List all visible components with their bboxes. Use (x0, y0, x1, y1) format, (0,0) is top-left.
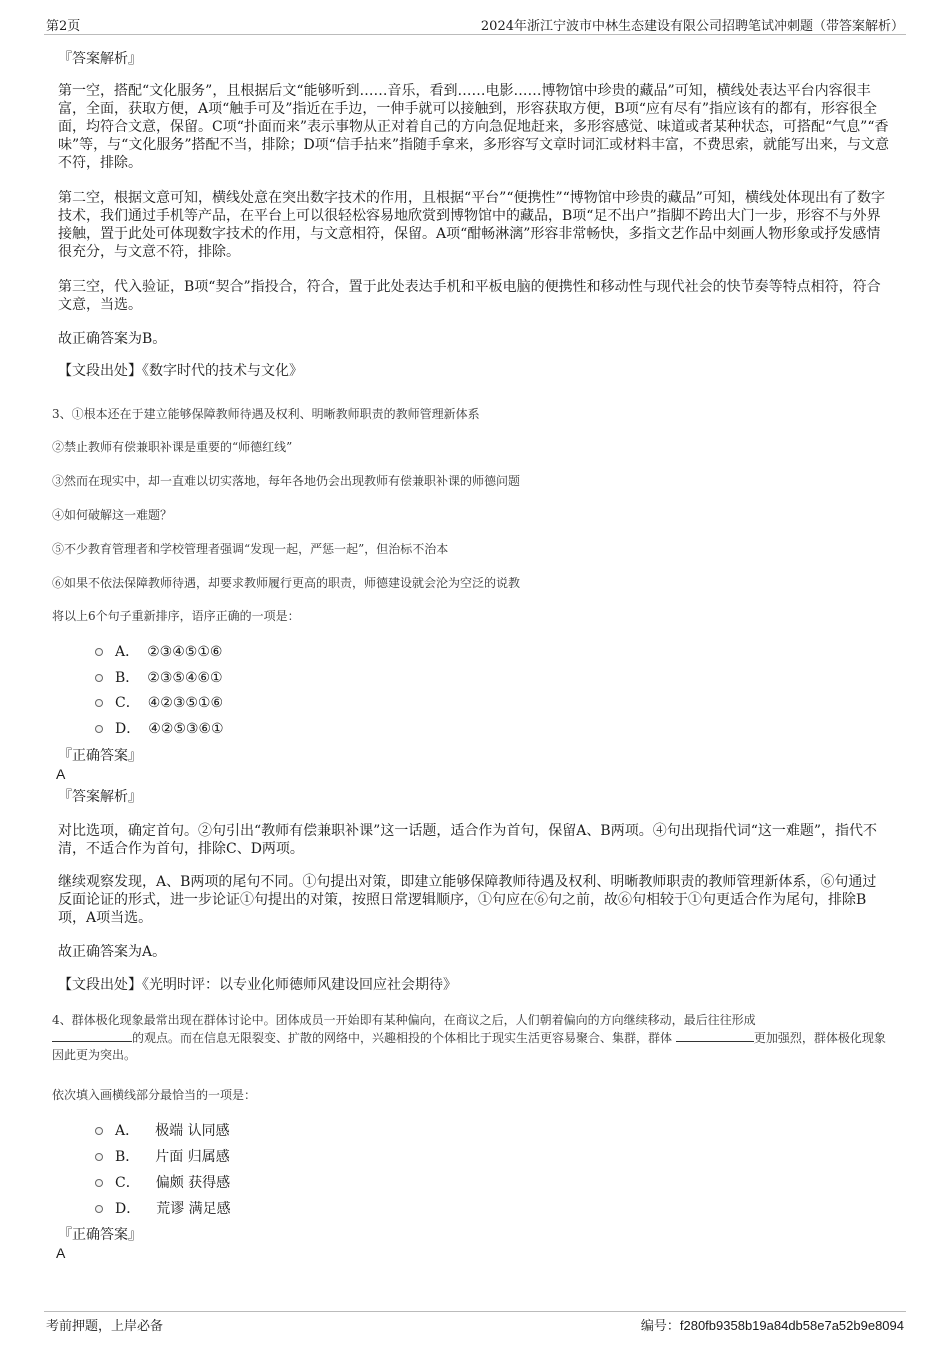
analysis-paragraph: 第三空，代入验证，B项“契合”指投合，符合，置于此处表达手机和平板电脑的便携性和移动性与现代社会的快节奏等特点相符，符合文意，当选。 (58, 279, 881, 313)
page-footer (44, 1311, 906, 1336)
analysis-label: 『答案解析』 (58, 789, 142, 805)
option-text: ②③④⑤①⑥ (147, 644, 223, 660)
option-c[interactable] (95, 694, 223, 712)
option-text: 荒谬 满足感 (156, 1201, 231, 1217)
radio-icon[interactable] (95, 648, 103, 656)
option-d[interactable] (95, 720, 224, 738)
option-text: ④②③⑤①⑥ (147, 695, 224, 711)
option-letter: A． (115, 1123, 140, 1139)
correct-answer-value: A (56, 766, 66, 782)
correct-answer-text: 故正确答案为A。 (58, 944, 167, 960)
radio-icon[interactable] (95, 674, 103, 682)
option-text: ④②⑤③⑥① (148, 721, 224, 737)
page-number: 第2页 (46, 19, 81, 34)
stem-part: 4、群体极化现象最常出现在群体讨论中。团体成员一开始即有某种偏向，在商议之后，人们朝着偏向的方向继续移动，最后往往形成 (52, 1013, 756, 1027)
document-title: 2024年浙江宁波市中林生态建设有限公司招聘笔试冲刺题（带答案解析） (480, 19, 904, 34)
sentence-6: ⑥如果不依法保障教师待遇，却要求教师履行更高的职责，师德建设就会沦为空泛的说教 (52, 576, 521, 590)
option-a[interactable] (95, 643, 222, 661)
document-code (641, 1315, 904, 1334)
option-letter: B． (115, 1149, 140, 1165)
option-text: 极端 认同感 (155, 1123, 230, 1139)
option-d[interactable] (95, 1200, 231, 1218)
option-a[interactable] (95, 1122, 230, 1140)
analysis-paragraph: 第一空，搭配“文化服务”，且根据后文“能够听到……音乐，看到……电影……博物馆中珍贵的藏品”可知，横线处表达平台内容很丰富，全面，获取方便，A项“触手可及”指近在手边，一伸手就可以接触到，形容获取方便，B项“应有尽有”指应该有的都有，形容很全面，均符合文意，保留。C项“扑面而来”表示事物从正对着自己的方向急促地赶来，多形容感觉、味道或者某种状态，可搭配“气息”“香味”等，与“文化服务”搭配不当，排除；D项“信手拈来”指随手拿来，多形容写文章时词汇或材料丰富，不费思索，就能写出来，与文意不符，排除。 (58, 83, 890, 171)
fill-blank-2 (676, 1029, 754, 1042)
option-text: 偏颇 获得感 (155, 1175, 231, 1191)
radio-icon[interactable] (95, 1205, 103, 1213)
sentence-1: 3、①根本还在于建立能够保障教师待遇及权利、明晰教师职责的教师管理新体系 (52, 407, 480, 421)
footer-slogan: 考前押题，上岸必备 (46, 1319, 164, 1334)
analysis-paragraph: 继续观察发现，A、B两项的尾句不同。①句提出对策，即建立能够保障教师待遇及权利、明晰教师职责的教师管理新体系，⑥句通过反面论证的形式，进一步论证①句提出的对策，按照日常逻辑顺序，①句应在⑥句之前，故⑥句相较于①句更适合作为尾句，排除B项，A项当选。 (58, 874, 877, 926)
fill-blank-1 (52, 1029, 132, 1042)
code-label: 编号： (640, 1319, 680, 1334)
analysis-paragraph: 第二空，根据文意可知，横线处意在突出数字技术的作用，且根据“平台”“便携性”“博物馆中珍贵的藏品”可知，横线处体现出有了数字技术，我们通过手机等产品，在平台上可以很轻松容易地欣赏到博物馆中的藏品，B项“足不出户”指脚不跨出大门一步，形容不与外界接触，置于此处可体现数字技术的作用，与文意相符，保留。A项“酣畅淋漓”形容非常畅快，多指文艺作品中刻画人物形象或抒发感情很充分，与文意不符，排除。 (58, 190, 885, 260)
correct-answer-text: 故正确答案为B。 (58, 331, 167, 347)
correct-answer-label: 『正确答案』 (58, 748, 142, 764)
radio-icon[interactable] (95, 1153, 103, 1161)
option-letter: D． (115, 1201, 141, 1217)
stem-part: 更加强烈，群体极化现象因此更为突出。 (52, 1031, 886, 1062)
sentence-5: ⑤不少教育管理者和学校管理者强调“发现一起，严惩一起”，但治标不治本 (52, 542, 449, 556)
radio-icon[interactable] (95, 1179, 103, 1187)
option-b[interactable] (95, 669, 223, 687)
question-stem (52, 1012, 892, 1064)
page-header (44, 14, 906, 35)
analysis-label: 『答案解析』 (58, 51, 142, 67)
radio-icon[interactable] (95, 725, 103, 733)
sentence-4: ④如何破解这一难题？ (52, 508, 173, 522)
stem-part: 的观点。而在信息无限裂变、扩散的网络中，兴趣相投的个体相比于现实生活更容易聚合、集群，群体 (132, 1031, 673, 1045)
radio-icon[interactable] (95, 1127, 103, 1135)
option-letter: C． (115, 695, 140, 711)
correct-answer-value: A (56, 1245, 66, 1261)
analysis-paragraph: 对比选项，确定首句。②句引出“教师有偿兼职补课”这一话题，适合作为首句，保留A、B两项。④句出现指代词“这一难题”，指代不清，不适合作为首句，排除C、D两项。 (58, 823, 878, 857)
option-text: ②③⑤④⑥① (147, 670, 223, 686)
source-citation: 【文段出处】《光明时评：以专业化师德师风建设回应社会期待》 (58, 977, 457, 993)
option-letter: B． (115, 670, 140, 686)
option-text: 片面 归属感 (155, 1149, 230, 1165)
option-letter: D． (115, 721, 141, 737)
sentence-2: ②禁止教师有偿兼职补课是重要的“师德红线” (52, 440, 293, 454)
question-prompt: 依次填入画横线部分最恰当的一项是： (52, 1088, 257, 1102)
code-value: f280fb9358b19a84db58e7a52b9e8094 (679, 1318, 904, 1333)
option-c[interactable] (95, 1174, 230, 1192)
option-letter: C． (115, 1175, 140, 1191)
radio-icon[interactable] (95, 699, 103, 707)
correct-answer-label: 『正确答案』 (58, 1227, 142, 1243)
sentence-3: ③然而在现实中，却一直难以切实落地，每年各地仍会出现教师有偿兼职补课的师德问题 (52, 474, 521, 488)
option-b[interactable] (95, 1148, 230, 1166)
source-citation: 【文段出处】《数字时代的技术与文化》 (58, 363, 303, 379)
question-prompt: 将以上6个句子重新排序，语序正确的一项是： (52, 609, 300, 623)
option-letter: A． (115, 644, 140, 660)
